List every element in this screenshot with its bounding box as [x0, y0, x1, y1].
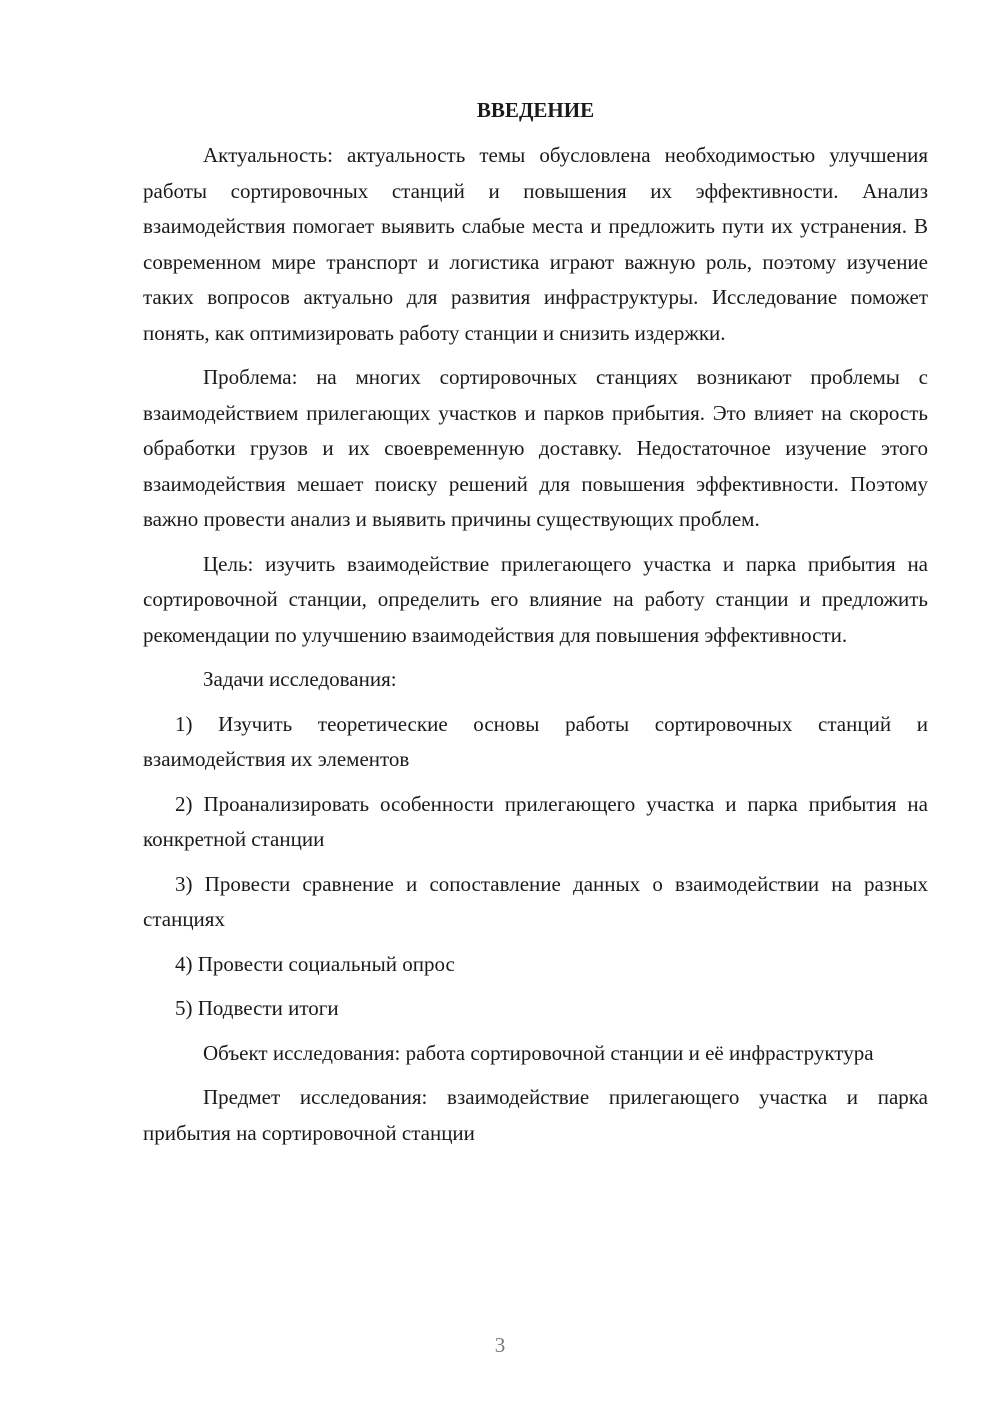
tasks-title: Задачи исследования:: [203, 667, 397, 691]
page-title: ВВЕДЕНИЕ: [476, 98, 595, 122]
task-item: 5) Подвести итоги: [175, 996, 339, 1020]
page-number: 3: [494, 1333, 506, 1357]
problem-paragraph: Проблема: на многих сортировочных станциях возникают проблемы с взаимодействием прилегающих участков и парков прибытия. Это влияет на скорость обработки грузов и их своевременную доставку. Недостаточное изучение этого взаимодействия мешает поиску решений для повышения эффективности. Поэтому важно провести анализ и выявить причины существующих проблем.: [143, 365, 928, 531]
page-content: [143, 96, 928, 1151]
relevance-paragraph: Актуальность: актуальность темы обусловлена необходимостью улучшения работы сортировочных станций и повышения их эффективности. Анализ взаимодействия помогает выявить слабые места и предложить пути их устранения. В современном мире транспорт и логистика играют важную роль, поэтому изучение таких вопросов актуально для развития инфраструктуры. Исследование поможет понять, как оптимизировать работу станции и снизить издержки.: [143, 143, 928, 345]
task-item: 1) Изучить теоретические основы работы сортировочных станций и взаимодействия их элементов: [143, 711, 928, 771]
goal-paragraph: Цель: изучить взаимодействие прилегающего участка и парка прибытия на сортировочной станции, определить его влияние на работу станции и предложить рекомендации по улучшению взаимодействия для повышения эффективности.: [143, 551, 928, 647]
subject-paragraph: Предмет исследования: взаимодействие прилегающего участка и парка прибытия на сортировочной станции: [143, 1085, 928, 1145]
object-paragraph: Объект исследования: работа сортировочной станции и её инфраструктура: [203, 1040, 874, 1065]
task-item: 3) Провести сравнение и сопоставление данных о взаимодействии на разных станциях: [143, 871, 928, 931]
task-item: 2) Проанализировать особенности прилегающего участка и парка прибытия на конкретной станции: [143, 791, 928, 851]
task-item: 4) Провести социальный опрос: [175, 951, 455, 976]
